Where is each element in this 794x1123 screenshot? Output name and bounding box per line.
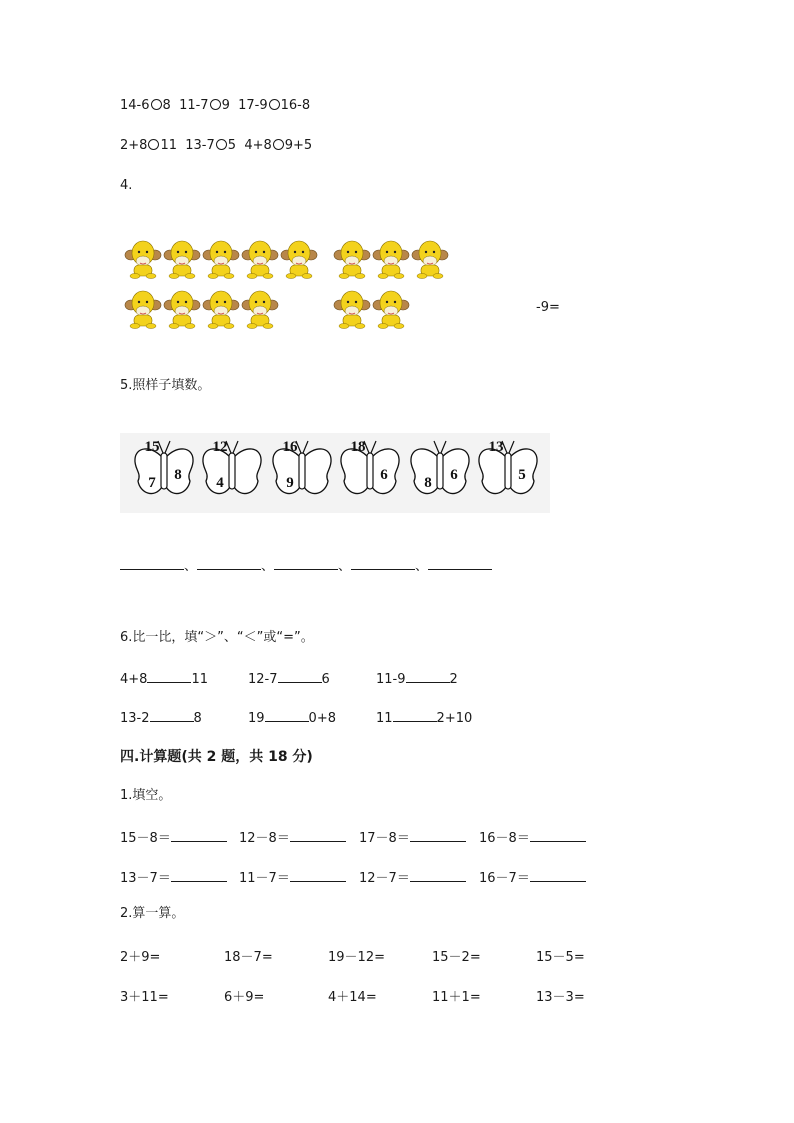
puppy-icon: [125, 241, 161, 279]
answer-blank[interactable]: [393, 709, 437, 722]
answer-blank[interactable]: [428, 557, 492, 570]
calc-1-title: 1.填空。: [120, 788, 172, 803]
calc-2-title: 2.算一算。: [120, 906, 185, 921]
calc-1-item: 17－8＝: [359, 827, 466, 846]
puppy-icon: [242, 241, 278, 279]
answer-blank[interactable]: [278, 670, 322, 683]
butterfly-illustration: [120, 433, 550, 513]
q6-item: 13-2 8: [120, 711, 202, 726]
butterfly-top-number: 18: [350, 439, 366, 455]
q6-item: 11-9 2: [376, 672, 458, 687]
butterfly-right-number: 6: [450, 467, 458, 483]
question-6-title: 6.比一比，填“＞”、“＜”或“=”。: [120, 630, 314, 645]
puppy-icon: [373, 291, 409, 329]
answer-blank[interactable]: [274, 557, 338, 570]
answer-blank[interactable]: [171, 869, 227, 882]
puppy-icon: [242, 291, 278, 329]
puppy-icon: [164, 241, 200, 279]
butterfly-left-number: 7: [148, 475, 156, 491]
q6-item: 11 2+10: [376, 711, 473, 726]
compare-row-2: 2+8 11 13-7 5 4+8 9+5: [120, 138, 313, 153]
calc-1-item: 11－7＝: [239, 867, 346, 886]
calc-1-item: 15－8＝: [120, 827, 227, 846]
puppy-illustration: [124, 238, 464, 338]
compare-circle[interactable]: [151, 99, 162, 110]
answer-blank[interactable]: [290, 869, 346, 882]
calc-1-item: 12－7＝: [359, 867, 466, 886]
q6-item: 19 0+8: [248, 711, 336, 726]
calc-1-item: 16－7＝: [479, 867, 586, 886]
butterfly-right-number: 6: [380, 467, 388, 483]
puppy-icon: [334, 241, 370, 279]
answer-blank[interactable]: [197, 557, 261, 570]
butterfly-top-number: 13: [488, 439, 504, 455]
answer-blank[interactable]: [147, 670, 191, 683]
puppy-icon: [125, 291, 161, 329]
answer-blank[interactable]: [265, 709, 309, 722]
butterfly-left-number: 4: [216, 475, 224, 491]
puppy-icon: [281, 241, 317, 279]
puppy-icon: [164, 291, 200, 329]
question-4-number: 4.: [120, 178, 133, 193]
answer-blank[interactable]: [150, 709, 194, 722]
answer-blank[interactable]: [530, 869, 586, 882]
calc-2-item: 11＋1=: [432, 990, 481, 1005]
puppy-icon: [412, 241, 448, 279]
calc-2-item: 13－3=: [536, 990, 585, 1005]
compare-row-1: 14-6 8 11-7 9 17-9 16-8: [120, 98, 311, 113]
calc-2-item: 19－12=: [328, 950, 385, 965]
puppy-icon: [203, 241, 239, 279]
answer-blank[interactable]: [351, 557, 415, 570]
calc-2-item: 6＋9=: [224, 990, 265, 1005]
question-5-title: 5.照样子填数。: [120, 378, 211, 393]
calc-2-item: 4＋14=: [328, 990, 377, 1005]
butterfly-right-number: 8: [174, 467, 182, 483]
compare-circle[interactable]: [273, 139, 284, 150]
butterfly-top-number: 15: [144, 439, 160, 455]
answer-blanks: 、 、 、 、: [120, 557, 492, 575]
butterfly-top-number: 12: [212, 439, 228, 455]
butterfly-right-number: 5: [518, 467, 526, 483]
calc-2-item: 3＋11=: [120, 990, 169, 1005]
calc-2-item: 15－2=: [432, 950, 481, 965]
answer-blank[interactable]: [410, 869, 466, 882]
answer-blank[interactable]: [406, 670, 450, 683]
calc-1-item: 16－8＝: [479, 827, 586, 846]
puppy-icon: [373, 241, 409, 279]
answer-blank[interactable]: [171, 829, 227, 842]
calc-1-item: 12－8＝: [239, 827, 346, 846]
compare-circle[interactable]: [269, 99, 280, 110]
answer-blank[interactable]: [530, 829, 586, 842]
puppy-icon: [203, 291, 239, 329]
calc-2-item: 2＋9=: [120, 950, 161, 965]
answer-blank[interactable]: [120, 557, 184, 570]
section-4-heading: 四.计算题(共 2 题，共 18 分): [120, 749, 313, 765]
q6-item: 12-7 6: [248, 672, 330, 687]
compare-circle[interactable]: [216, 139, 227, 150]
calc-2-item: 15－5=: [536, 950, 585, 965]
compare-circle[interactable]: [148, 139, 159, 150]
butterfly-left-number: 9: [286, 475, 294, 491]
calc-2-item: 18－7=: [224, 950, 273, 965]
answer-blank[interactable]: [290, 829, 346, 842]
butterfly-left-number: 8: [424, 475, 432, 491]
answer-blank[interactable]: [410, 829, 466, 842]
compare-circle[interactable]: [210, 99, 221, 110]
question-4-expression: -9=: [536, 300, 560, 315]
butterfly-top-number: 16: [282, 439, 298, 455]
calc-1-item: 13－7＝: [120, 867, 227, 886]
q6-item: 4+8 11: [120, 672, 208, 687]
puppy-icon: [334, 291, 370, 329]
